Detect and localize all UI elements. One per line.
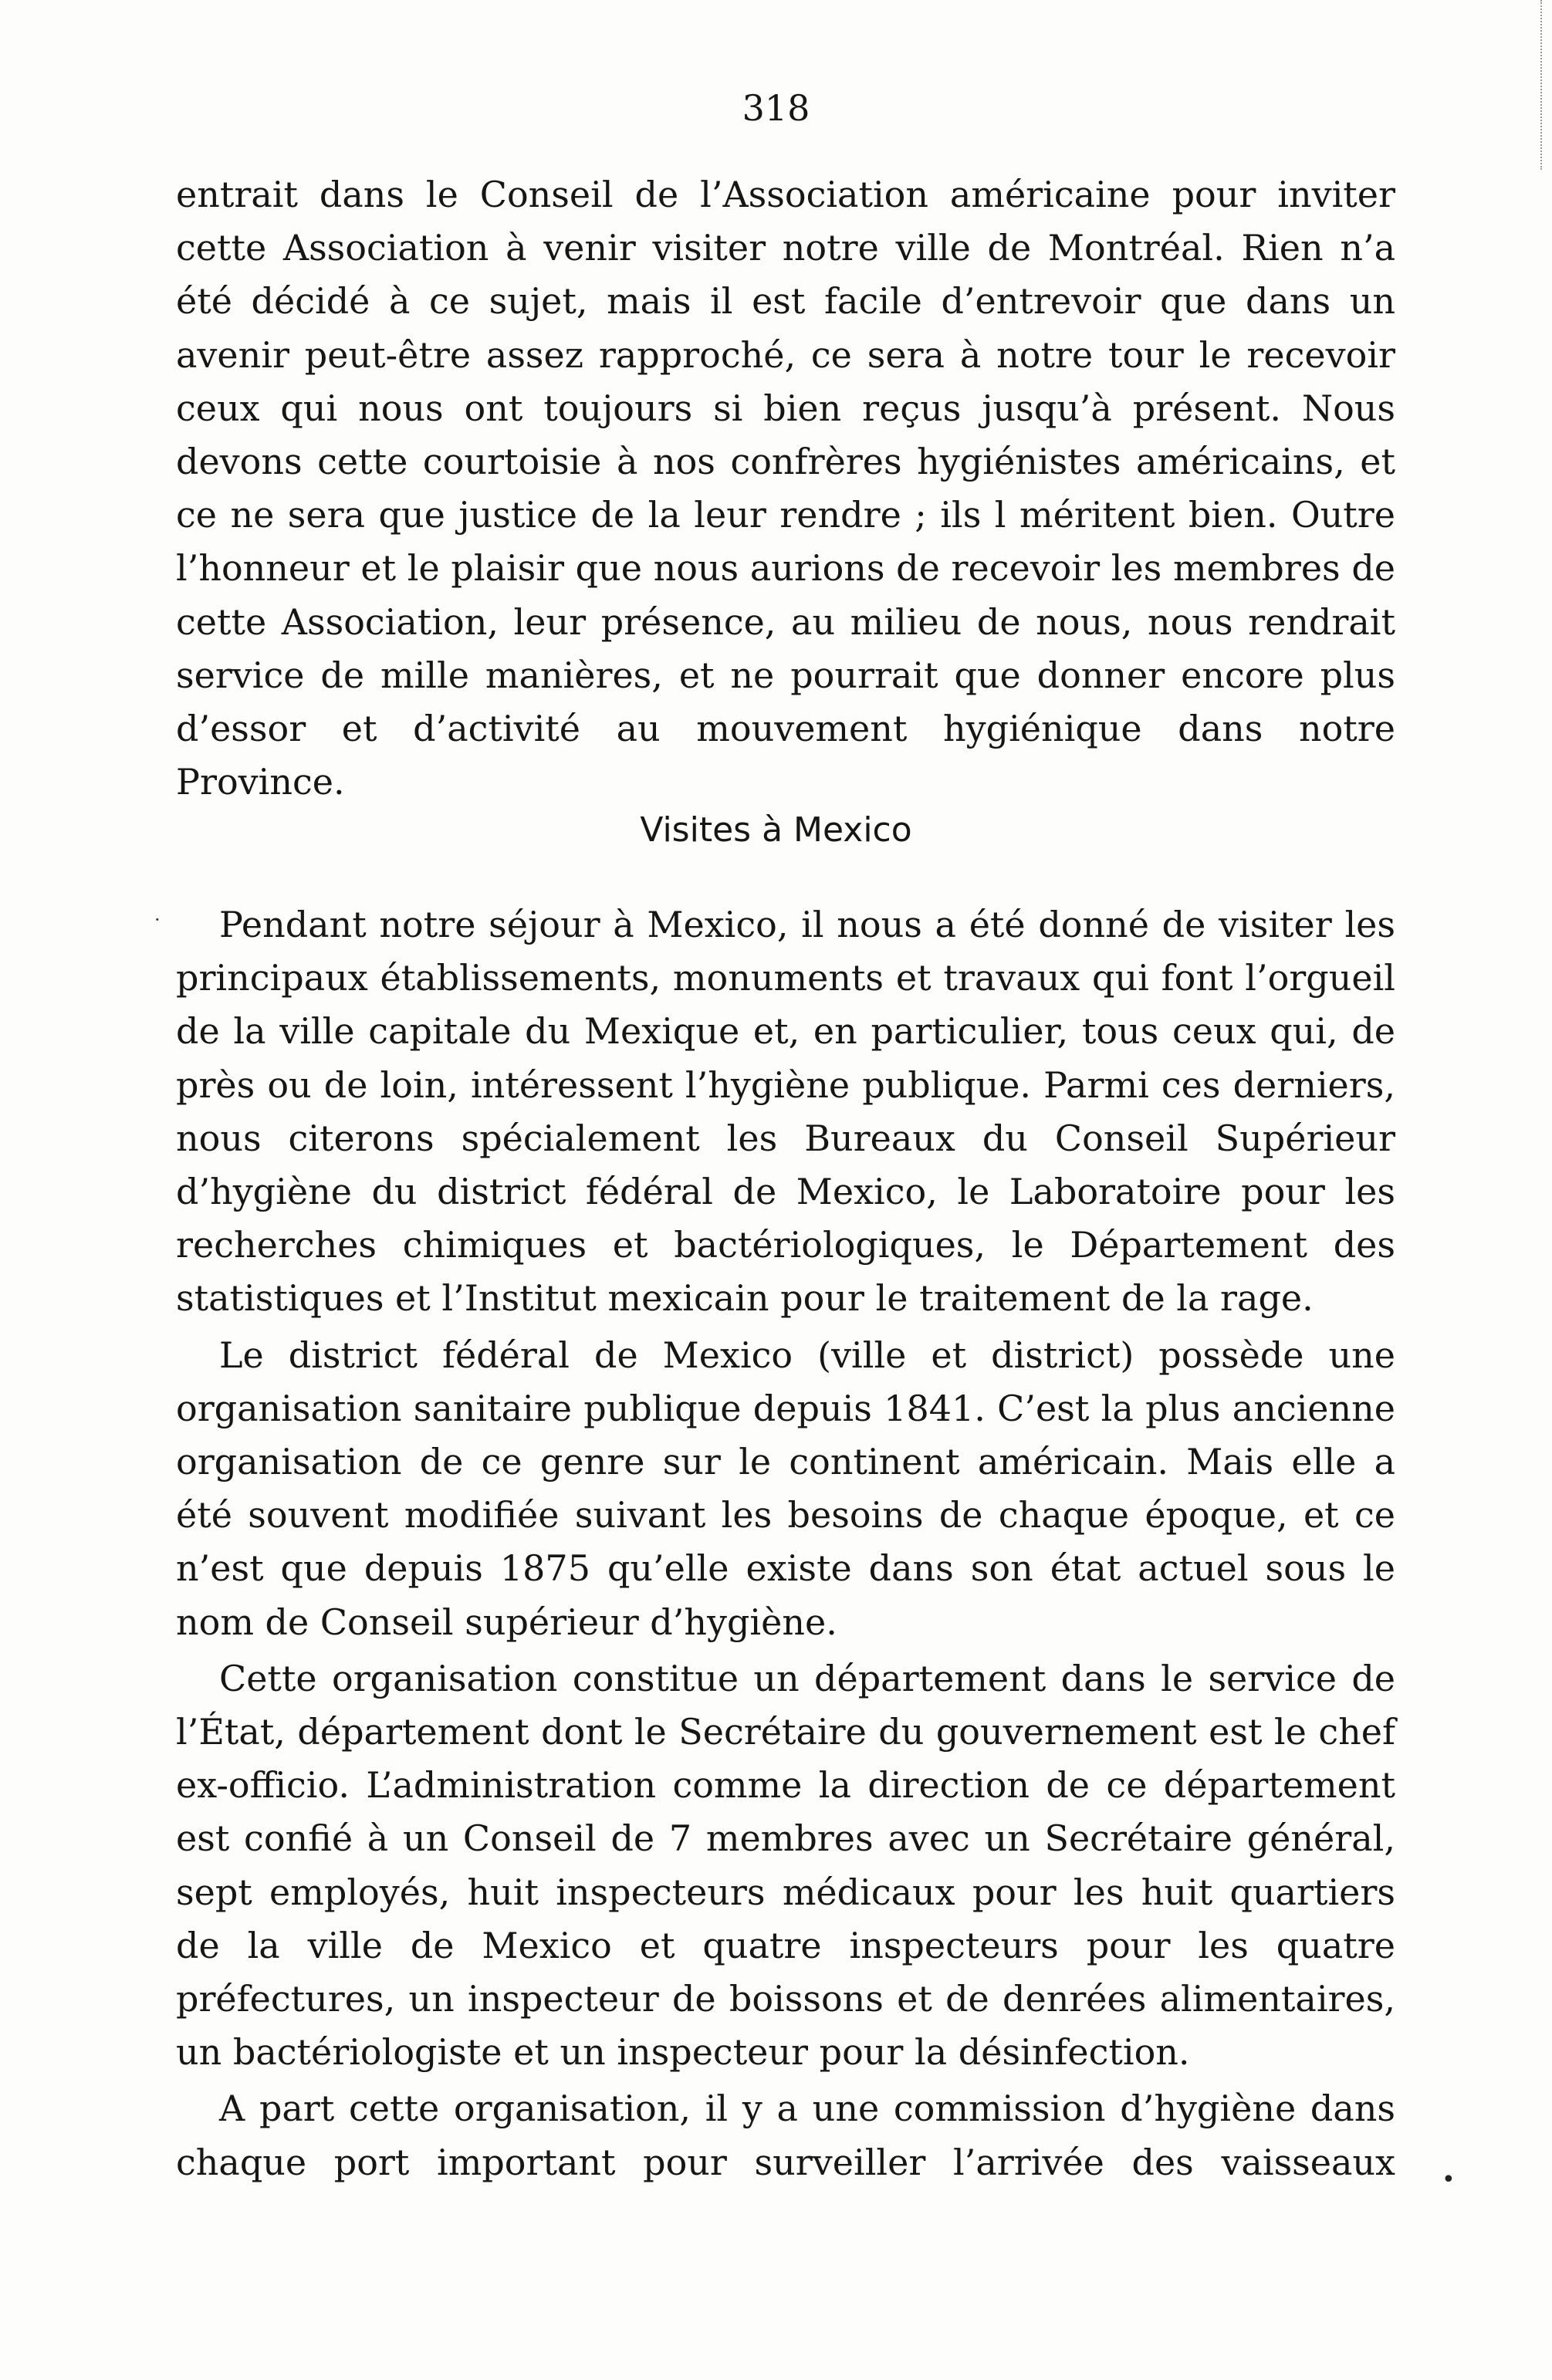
margin-tick-mark: · bbox=[154, 909, 161, 931]
paragraph-district: Le district fédéral de Mexico (ville et district) possède une organisation sanitaire publique depuis 1841. C’est la plus ancienne organisation de ce genre sur le continent américain. Mais elle a été souvent modifiée suivant les besoins de chaque époque, et ce n’est que depuis 1875 qu’elle existe dans son état actuel sous le nom de Conseil supérieur d’hygiène. bbox=[176, 1334, 1395, 1643]
paragraph-intro: entrait dans le Conseil de l’Association américaine pour inviter cette Association à venir visiter notre ville de Montréal. Rien n’a été décidé à ce sujet, mais il est facile d’entrevoir que dans un avenir peut-être assez rapproché, ce sera à notre tour le recevoir ceux qui nous ont toujours si bien reçus jusqu’à présent. Nous devons cette courtoisie à nos confrères hygiénistes américains, et ce ne sera que justice de la leur rendre ; ils l méritent bien. Outre l’honneur et le plaisir que nous aurions de recevoir les membres de cette Association, leur présence, au milieu de nous, nous rendrait service de mille manières, et ne pourrait que donner encore plus d’essor et d’activité au mouvement hygiénique dans notre Province. bbox=[176, 174, 1395, 803]
paragraph-ports: A part cette organisation, il y a une commission d’hygiène dans chaque port important pour surveiller l’arrivée des vaisseaux bbox=[176, 2088, 1395, 2183]
page-number: 318 bbox=[742, 87, 810, 129]
body-text-top bbox=[176, 168, 1395, 809]
margin-dot-mark: • bbox=[1442, 2166, 1456, 2193]
section-heading: Visites à Mexico bbox=[640, 810, 912, 850]
page-edge-mark bbox=[1540, 0, 1547, 170]
paragraph-visits: Pendant notre séjour à Mexico, il nous a été donné de visiter les principaux établissements, monuments et travaux qui font l’orgueil de la ville capitale du Mexique et, en particulier, tous ceux qui, de près ou de loin, intéressent l’hygiène publique. Parmi ces derniers, nous citerons spécialement les Bureaux du Conseil Supérieur d’hygiène du district fédéral de Mexico, le Laboratoire pour les recherches chimiques et bactériologiques, le Département des statistiques et l’Institut mexicain pour le traitement de la rage. bbox=[176, 904, 1395, 1320]
body-text-bottom bbox=[176, 898, 1395, 2189]
paragraph-organisation: Cette organisation constitue un département dans le service de l’État, département dont le Secrétaire du gouvernement est le chef ex-officio. L’administration comme la direction de ce département est confié à un Conseil de 7 membres avec un Secrétaire général, sept employés, huit inspecteurs médicaux pour les huit quartiers de la ville de Mexico et quatre inspecteurs pour les quatre préfectures, un inspecteur de boissons et de denrées alimentaires, un bactériologiste et un inspecteur pour la désinfection. bbox=[176, 1657, 1395, 2074]
